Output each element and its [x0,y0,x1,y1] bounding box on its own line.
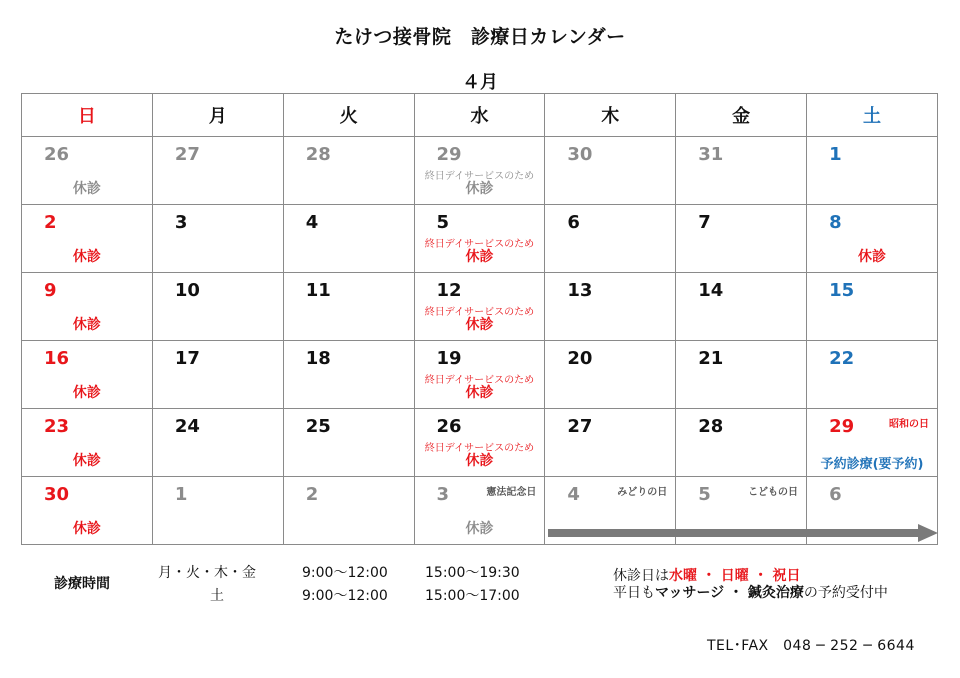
day-number: 28 [698,416,724,437]
day-number: 5 [698,484,711,505]
hours-afternoon-2: 15:00～17:00 [425,588,520,604]
calendar-week-row [22,137,938,205]
calendar-day-cell [152,409,283,477]
reservation-label: 予約診療(要予約) [820,457,924,472]
day-service-note: 終日デイサービスのため [424,307,535,318]
day-number: 23 [44,416,70,437]
calendar-day-cell [283,409,414,477]
hours-label: 診療時間 [54,576,110,592]
day-number: 13 [567,280,593,301]
day-number: 5 [436,212,450,233]
calendar-table [21,93,938,545]
calendar-day-cell [283,273,414,341]
day-number: 15 [829,280,855,301]
weekday-mon: 月 [152,94,283,137]
day-number: 31 [698,144,724,165]
calendar-day-cell [22,137,153,205]
calendar-day-cell [807,273,938,341]
calendar-day-cell [676,409,807,477]
day-number: 28 [305,144,331,165]
hours-morning-2: 9:00～12:00 [302,588,388,604]
calendar-week-row [22,205,938,273]
day-number: 29 [436,144,462,165]
day-number: 18 [305,348,331,369]
calendar-day-cell [545,137,676,205]
closed-label: 休診 [465,249,494,265]
month-label: ４月 [462,72,498,93]
weekday-thu: 木 [545,94,676,137]
calendar-day-cell [545,409,676,477]
day-number: 1 [829,144,842,165]
calendar-day-cell [414,341,545,409]
day-number: 26 [436,416,462,437]
calendar-day-cell [22,273,153,341]
day-number: 12 [436,280,462,301]
day-number: 17 [174,348,200,369]
day-number: 27 [567,416,593,437]
weekday-header-row [22,94,938,137]
calendar-day-cell [676,137,807,205]
day-number: 24 [174,416,200,437]
calendar-day-cell [676,273,807,341]
day-service-note: 終日デイサービスのため [424,375,535,386]
closed-label: 休診 [465,521,494,537]
calendar-week-row [22,273,938,341]
page-title: たけつ接骨院 診療日カレンダー [334,26,626,48]
day-number: 29 [829,416,855,437]
day-number: 2 [305,484,319,505]
tel-fax: TEL･FAX 048 ─ 252 ─ 6644 [707,638,915,654]
calendar-day-cell [807,205,938,273]
closed-label: 休診 [72,453,101,469]
day-number: 16 [44,348,70,369]
closed-label: 休診 [72,317,101,333]
calendar-day-cell [152,205,283,273]
weekday-tue: 火 [283,94,414,137]
day-number: 6 [829,484,842,505]
day-number: 4 [305,212,319,233]
calendar-day-cell [545,205,676,273]
calendar-day-cell [22,341,153,409]
calendar-day-cell [807,409,938,477]
closed-label: 休診 [72,249,101,265]
calendar-day-cell [414,477,545,545]
calendar-day-cell [545,273,676,341]
calendar-day-cell [22,205,153,273]
day-number: 11 [305,280,331,301]
holiday-label: 憲法記念日 [486,487,537,498]
day-number: 22 [829,348,855,369]
weekday-fri: 金 [676,94,807,137]
day-number: 1 [174,484,188,505]
day-number: 19 [436,348,462,369]
calendar-day-cell [414,273,545,341]
calendar-day-cell [807,137,938,205]
day-number: 3 [174,212,188,233]
day-number: 21 [698,348,724,369]
closed-label: 休診 [72,521,101,537]
weekday-sat: 土 [807,94,938,137]
hours-morning-1: 9:00～12:00 [302,565,388,581]
closed-days-prefix: 休診日は [613,568,669,584]
holiday-label: こどもの日 [748,487,799,498]
calendar-day-cell [22,477,153,545]
services-list: マッサージ ・ 鍼灸治療 [655,585,804,601]
weekday-services-notice [613,582,888,602]
day-number: 7 [698,212,711,233]
closed-label: 休診 [465,385,494,401]
day-service-note: 終日デイサービスのため [424,239,535,250]
calendar-day-cell [152,477,283,545]
calendar-day-cell [414,205,545,273]
calendar-day-cell [545,341,676,409]
calendar-day-cell [152,273,283,341]
weekday-wed: 水 [414,94,545,137]
day-number: 2 [44,212,57,233]
calendar-day-cell [22,409,153,477]
calendar-week-row [22,409,938,477]
closed-label: 休診 [858,249,887,265]
calendar-day-cell [283,477,414,545]
services-prefix: 平日も [613,585,655,601]
calendar-day-cell [414,137,545,205]
day-number: 25 [305,416,331,437]
closed-label: 休診 [465,317,494,333]
day-number: 6 [567,212,580,233]
weekday-sun: 日 [22,94,153,137]
closed-days-list: 水曜 ・ 日曜 ・ 祝日 [669,568,801,584]
calendar-day-cell [414,409,545,477]
hours-days-2: 土 [210,588,224,604]
day-number: 4 [567,484,580,505]
holiday-label: みどりの日 [617,487,668,498]
hours-days-1: 月・火・木・金 [158,565,256,581]
day-number: 20 [567,348,593,369]
calendar-day-cell [283,341,414,409]
calendar-day-cell [283,205,414,273]
day-number: 27 [174,144,200,165]
calendar-day-cell [676,341,807,409]
services-suffix: の予約受付中 [803,585,888,601]
calendar-day-cell [152,341,283,409]
holiday-label: 昭和の日 [889,419,929,430]
calendar-day-cell [152,137,283,205]
calendar-day-cell [807,341,938,409]
day-number: 10 [174,280,200,301]
calendar-day-cell [676,205,807,273]
day-number: 9 [44,280,57,301]
day-number: 26 [44,144,70,165]
calendar-day-cell [283,137,414,205]
day-service-note: 終日デイサービスのため [424,171,535,182]
day-number: 14 [698,280,724,301]
day-number: 30 [567,144,593,165]
calendar-week-row [22,341,938,409]
day-number: 3 [436,484,450,505]
day-number: 30 [44,484,70,505]
closed-label: 休診 [72,181,101,197]
day-number: 8 [829,212,842,233]
day-service-note: 終日デイサービスのため [424,443,535,454]
hours-afternoon-1: 15:00～19:30 [425,565,520,581]
closed-label: 休診 [72,385,101,401]
arrow-icon [548,524,938,542]
closed-label: 休診 [465,181,494,197]
closed-label: 休診 [465,453,494,469]
